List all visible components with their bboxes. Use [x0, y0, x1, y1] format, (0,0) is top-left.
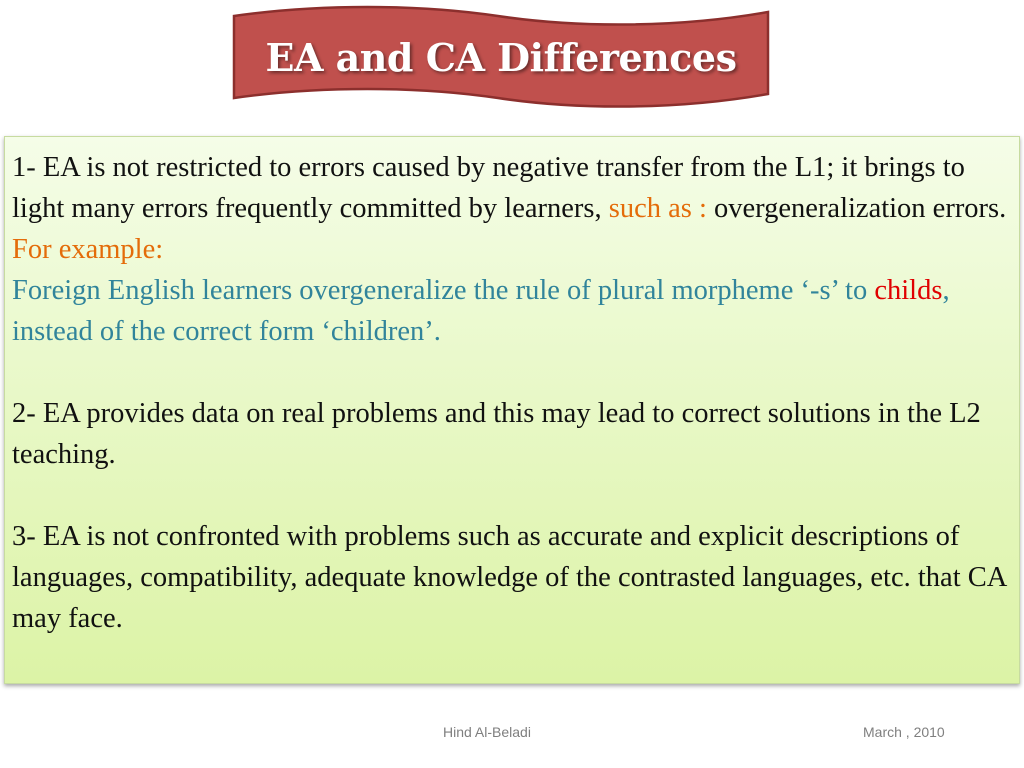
page-title: EA and CA Differences — [265, 35, 737, 80]
paragraph-1-text: 1- EA is not restricted to errors caused by negative transfer from the L1; it brings to light many errors frequently committed by learners, — [12, 152, 965, 224]
paragraph-1 — [12, 147, 1011, 229]
example-text-1: Foreign English learners overgeneralize the rule of plural morpheme ‘-s’ to — [12, 275, 875, 306]
footer-date: March , 2010 — [863, 724, 945, 740]
title-banner — [228, 2, 774, 112]
example-paragraph — [12, 270, 1011, 352]
footer-author: Hind Al-Beladi — [443, 724, 531, 740]
spacer — [12, 352, 1011, 393]
content-box — [4, 136, 1020, 684]
paragraph-3: 3- EA is not confronted with problems such as accurate and explicit descriptions of languages, compatibility, adequate knowledge of the contrasted languages, etc. that CA may face. — [12, 521, 1006, 634]
example-label: For example: — [12, 234, 164, 265]
example-text-2: , instead of the correct form ‘children’. — [12, 275, 950, 347]
paragraph-2: 2- EA provides data on real problems and this may lead to correct solutions in the L2 teaching. — [12, 398, 981, 470]
paragraph-1-tail: overgeneralization errors. — [706, 193, 1007, 224]
spacer — [12, 475, 1011, 516]
example-highlight: childs — [874, 275, 943, 306]
paragraph-1-highlight: such as : — [608, 193, 707, 224]
